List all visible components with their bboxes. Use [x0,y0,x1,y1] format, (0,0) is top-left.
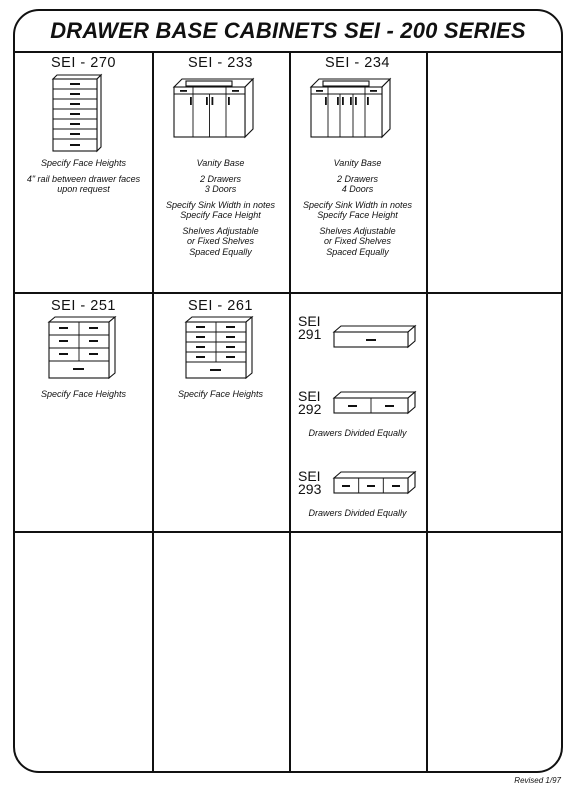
model-number-291 [298,315,321,341]
cell-sei-233 [152,55,289,257]
note: Shelves Adjustable [319,225,396,236]
vanity-base-cabinet-drawing [289,71,426,153]
note: or Fixed Shelves [323,236,392,246]
note: Specify Sink Width in notes [166,199,275,210]
note: Specify Face Heights [40,389,127,399]
note: Specify Face Height [180,210,261,220]
note: Specify Face Height [317,210,398,220]
model-number: SEI - 261 [188,298,253,314]
note: Specify Face Heights [177,389,264,399]
note: Drawers Divided Equally [308,428,407,438]
cell-sei-270 [15,55,152,195]
tall-drawer-cabinet-drawing [15,71,152,153]
note: Vanity Base [333,158,382,168]
note: 3 Doors [204,184,237,194]
note: 2 Drawers [336,173,378,184]
single-drawer-unit-drawing [331,324,419,354]
note: Spaced Equally [326,246,389,257]
model-suffix: 293 [298,481,322,497]
four-drawer-cabinet-drawing [15,314,152,380]
cell-sei-291-293 [289,294,426,530]
five-drawer-cabinet-drawing [152,314,289,380]
model-prefix: SEI [298,468,321,484]
model-suffix: 292 [298,401,322,417]
model-prefix: SEI [298,388,321,404]
note: upon request [57,184,110,194]
model-number: SEI - 234 [325,55,390,71]
two-drawer-unit-drawing [331,390,419,420]
vanity-base-cabinet-drawing [152,71,289,153]
grid-divider [15,292,561,294]
three-drawer-unit-drawing [331,470,419,500]
model-number-292 [298,390,321,416]
note: Specify Face Heights [40,158,127,168]
revision-date: Revised 1/97 [514,776,561,785]
model-number-293 [298,470,321,496]
note: Spaced Equally [189,246,252,257]
note: Vanity Base [196,158,245,168]
note: Drawers Divided Equally [308,508,407,518]
cell-sei-251 [15,298,152,400]
page-title: DRAWER BASE CABINETS SEI - 200 SERIES [15,11,561,53]
note: Shelves Adjustable [182,225,259,236]
model-number: SEI - 251 [51,298,116,314]
model-number: SEI - 233 [188,55,253,71]
model-prefix: SEI [298,313,321,329]
grid-divider [15,531,561,533]
note: or Fixed Shelves [186,236,255,246]
cell-sei-261 [152,298,289,400]
note: 4" rail between drawer faces [26,173,141,184]
note: 2 Drawers [199,173,241,184]
model-suffix: 291 [298,326,322,342]
grid-divider [426,51,428,771]
catalog-sheet [13,9,563,773]
note: 4 Doors [341,184,374,194]
cell-sei-234 [289,55,426,257]
model-number: SEI - 270 [51,55,116,71]
note: Specify Sink Width in notes [303,199,412,210]
